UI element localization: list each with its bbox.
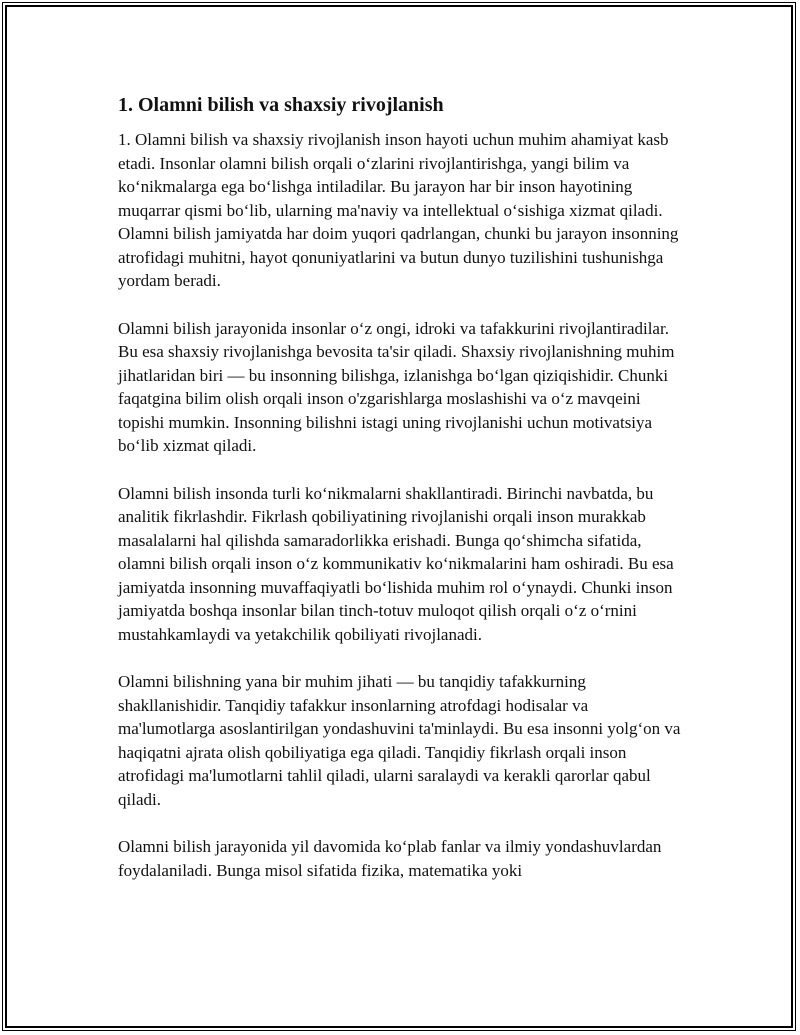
paragraph-1: 1. Olamni bilish va shaxsiy rivojlanish inson hayoti uchun muhim ahamiyat kasb etadi. Insonlar olamni bilish orqali o‘zlarini rivojlantirishga, yangi bilim va ko‘nikmalarga ega bo‘lishga intiladilar. Bu jarayon har bir inson hayotining muqarrar qismi bo‘lib, ularning ma'naviy va intellektual o‘sishiga xizmat qiladi. Olamni bilish jamiyatda har doim yuqori qadrlangan, chunki bu jarayon insonning atrofidagi muhitni, hayot qonuniyatlarini va butun dunyo tuzilishini tushunishga yordam beradi. (118, 130, 679, 290)
document-page (118, 92, 688, 906)
section-heading: 1. Olamni bilish va shaxsiy rivojlanish (118, 94, 444, 116)
paragraph-4: Olamni bilishning yana bir muhim jihati — bu tanqidiy tafakkurning shakllanishidir. Tanqidiy tafakkur insonlarning atrofdagi hodisalar va ma'lumotlarga asoslantirilgan yondashuvini ta'minlaydi. Bu esa insonni yolg‘on va haqiqatni ajrata olish qobiliyatiga ega qiladi. Tanqidiy fikrlash orqali inson atrofidagi ma'lumotlarni tahlil qiladi, ularni saralaydi va kerakli qarorlar qabul qiladi. (118, 672, 681, 809)
paragraph-3: Olamni bilish insonda turli ko‘nikmalarni shakllantiradi. Birinchi navbatda, bu analitik fikrlashdir. Fikrlash qobiliyatining rivojlanishi orqali inson murakkab masalalarni hal qilishda samaradorlikka erishadi. Bunga qo‘shimcha sifatida, olamni bilish orqali inson o‘z kommunikativ ko‘nikmalarini ham oshiradi. Bu esa jamiyatda insonning muvaffaqiyatli bo‘lishida muhim rol o‘ynaydi. Chunki inson jamiyatda boshqa insonlar bilan tinch-totuv muloqot qilish orqali o‘z o‘rnini mustahkamlaydi va yetakchilik qobiliyati rivojlanadi. (118, 483, 674, 644)
paragraph-5: Olamni bilish jarayonida yil davomida ko‘plab fanlar va ilmiy yondashuvlardan foydalaniladi. Bunga misol sifatida fizika, matematika yoki (118, 837, 662, 880)
paragraph-2: Olamni bilish jarayonida insonlar o‘z ongi, idroki va tafakkurini rivojlantiradilar. Bu esa shaxsiy rivojlanishga bevosita ta'sir qiladi. Shaxsiy rivojlanishning muhim jihatlaridan biri — bu insonning bilishga, izlanishga bo‘lgan qiziqishidir. Chunki faqatgina bilim olish orqali inson o'zgarishlarga moslashishi va o‘z mavqeini topishi mumkin. Insonning bilishni istagi uning rivojlanishi uchun motivatsiya bo‘lib xizmat qiladi. (118, 318, 675, 455)
